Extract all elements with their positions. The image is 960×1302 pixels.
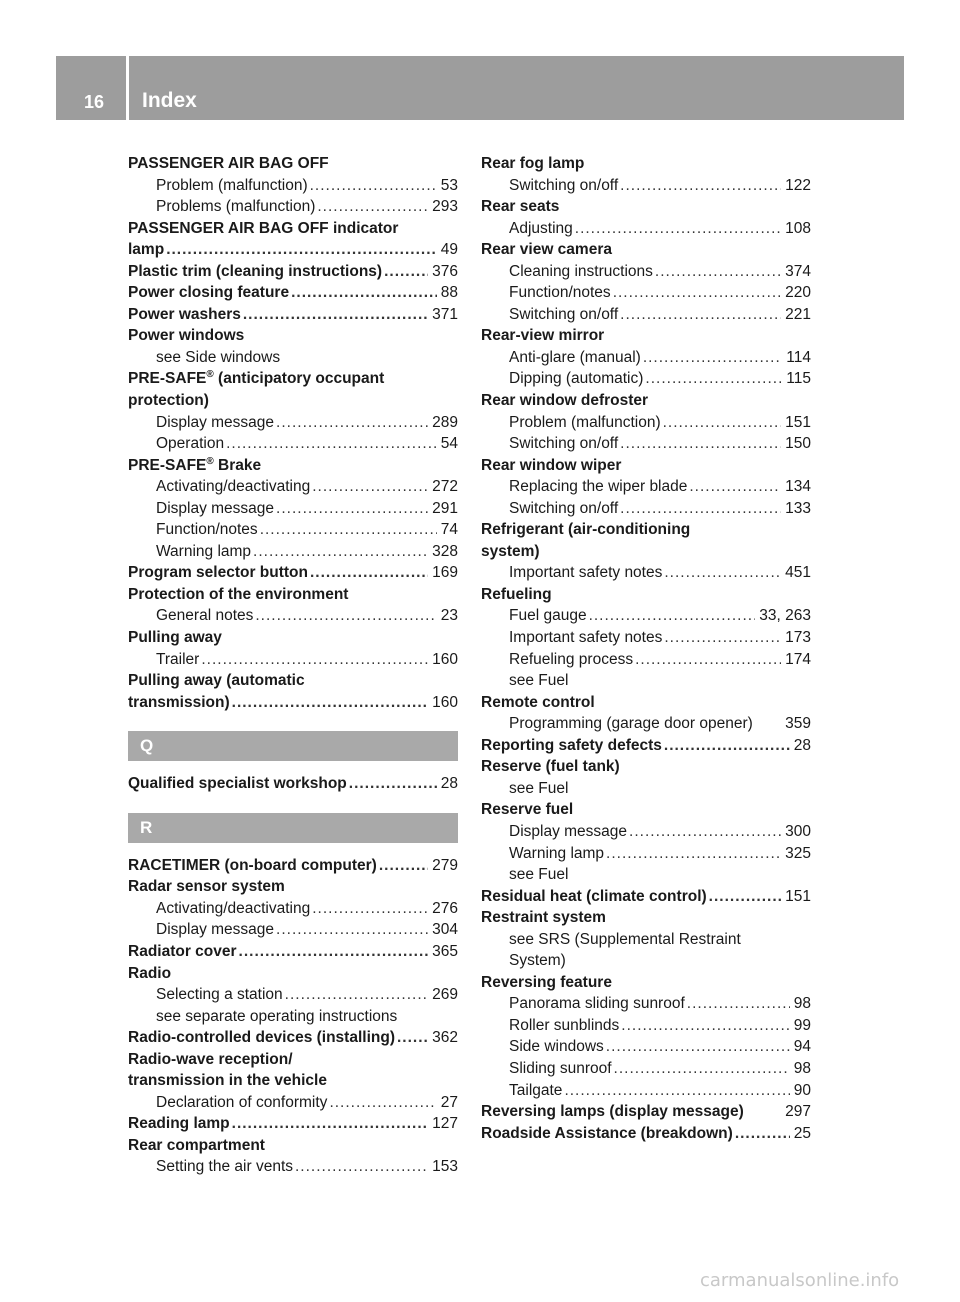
index-subentry — [128, 1092, 458, 1114]
page-reference[interactable]: 49 — [440, 241, 458, 259]
page-reference[interactable]: 289 — [432, 413, 458, 431]
index-entry — [128, 325, 458, 347]
entry-text: Display message — [509, 822, 628, 840]
page-reference[interactable]: 150 — [785, 435, 811, 453]
index-entry — [128, 455, 458, 477]
page-reference[interactable]: 153 — [432, 1158, 458, 1176]
page-reference[interactable]: 276 — [432, 899, 458, 917]
entry-text: Roadside Assistance (breakdown) — [481, 1124, 733, 1142]
entry-text: Rear seats — [481, 198, 560, 216]
index-entry — [128, 1135, 458, 1157]
index-subentry — [481, 261, 811, 283]
leader-dots — [589, 605, 756, 627]
entry-text: PRE-SAFE® Brake — [128, 455, 262, 474]
index-entry — [481, 735, 811, 757]
index-subentry — [481, 605, 811, 627]
entry-text: Important safety notes — [509, 564, 663, 582]
entry-text: Sliding sunroof — [509, 1059, 612, 1077]
leader-dots — [655, 261, 781, 283]
entry-text: Declaration of conformity — [156, 1093, 328, 1111]
index-subentry — [128, 1006, 458, 1028]
leader-dots — [689, 476, 781, 498]
page-reference[interactable]: 451 — [785, 564, 811, 582]
index-entry — [128, 239, 458, 261]
entry-text: transmission in the vehicle — [128, 1072, 327, 1090]
page-reference[interactable]: 88 — [440, 284, 458, 302]
entry-text: Display message — [156, 413, 275, 431]
entry-text: Problems (malfunction) — [156, 198, 316, 216]
page-reference[interactable]: 220 — [785, 284, 811, 302]
page-reference[interactable]: 98 — [793, 1059, 811, 1077]
leader-dots — [620, 304, 781, 326]
leader-dots — [643, 347, 782, 369]
entry-text: Rear view camera — [481, 241, 612, 259]
leader-dots — [349, 773, 437, 795]
index-entry — [481, 692, 811, 714]
entry-text: Plastic trim (cleaning instructions) — [128, 262, 383, 280]
index-subentry — [481, 282, 811, 304]
entry-text: Refueling process — [509, 650, 634, 668]
leader-dots — [329, 1092, 436, 1114]
index-entry — [128, 153, 458, 175]
index-subentry — [481, 864, 811, 886]
index-entry — [128, 627, 458, 649]
page-reference[interactable]: 169 — [432, 564, 458, 582]
entry-text: Adjusting — [509, 219, 573, 237]
page-reference[interactable]: 134 — [785, 478, 811, 496]
entry-text: Important safety notes — [509, 629, 663, 647]
leader-dots — [664, 627, 781, 649]
page-reference[interactable]: 151 — [785, 887, 811, 905]
leader-dots — [232, 1113, 428, 1135]
index-subentry — [481, 1080, 811, 1102]
entry-text: Setting the air vents — [156, 1158, 293, 1176]
index-entry — [481, 196, 811, 218]
index-entry — [128, 670, 458, 692]
index-entry — [128, 1049, 458, 1071]
index-column-left — [128, 153, 458, 1178]
index-entry — [128, 941, 458, 963]
entry-text: Replacing the wiper blade — [509, 478, 688, 496]
index-subentry — [481, 627, 811, 649]
entry-text: Reserve fuel — [481, 801, 574, 819]
index-subentry — [128, 498, 458, 520]
leader-dots — [606, 1036, 790, 1058]
index-subentry — [128, 649, 458, 671]
entry-text: Switching on/off — [509, 499, 619, 517]
index-subentry — [128, 541, 458, 563]
entry-text: Fuel gauge — [509, 607, 587, 625]
index-entry — [481, 972, 811, 994]
index-subentry — [481, 218, 811, 240]
leader-dots — [384, 261, 428, 283]
index-subentry — [481, 347, 811, 369]
index-entry — [481, 541, 811, 563]
index-entry — [481, 799, 811, 821]
entry-text: Cleaning instructions — [509, 262, 653, 280]
leader-dots — [575, 218, 781, 240]
index-subentry — [481, 929, 811, 951]
index-subentry — [128, 347, 458, 369]
index-subentry — [481, 368, 811, 390]
index-entry — [481, 907, 811, 929]
entry-text: Activating/deactivating — [156, 899, 311, 917]
entry-text: System) — [509, 952, 566, 970]
index-subentry — [128, 984, 458, 1006]
index-entry — [481, 153, 811, 175]
leader-dots — [255, 605, 436, 627]
page-reference[interactable]: 365 — [432, 942, 458, 960]
entry-text: see Fuel — [509, 866, 569, 884]
entry-text: see Fuel — [509, 779, 569, 797]
page-reference[interactable]: 54 — [440, 435, 458, 453]
leader-dots — [663, 412, 782, 434]
leader-dots — [312, 476, 428, 498]
page-reference[interactable]: 269 — [432, 986, 458, 1004]
index-subentry — [128, 919, 458, 941]
index-subentry — [481, 649, 811, 671]
entry-text: Roller sunblinds — [509, 1016, 620, 1034]
index-entry — [128, 1027, 458, 1049]
entry-text: Rear-view mirror — [481, 327, 605, 345]
index-entry — [481, 1101, 811, 1123]
entry-text: Reporting safety defects — [481, 736, 662, 754]
page-reference[interactable]: 173 — [785, 629, 811, 647]
page-reference[interactable]: 90 — [793, 1081, 811, 1099]
entry-text: Radio-controlled devices (installing) — [128, 1029, 395, 1047]
index-subentry — [481, 950, 811, 972]
entry-text: Switching on/off — [509, 435, 619, 453]
entry-text: Residual heat (climate control) — [481, 887, 707, 905]
page-reference[interactable]: 297 — [785, 1103, 811, 1121]
entry-text: lamp — [128, 241, 165, 259]
leader-dots — [260, 519, 437, 541]
page-reference[interactable]: 300 — [785, 822, 811, 840]
index-subentry — [481, 993, 811, 1015]
entry-text: Reading lamp — [128, 1115, 230, 1133]
leader-dots — [645, 368, 782, 390]
index-subentry — [128, 433, 458, 455]
entry-text: PASSENGER AIR BAG OFF — [128, 155, 329, 172]
leader-dots — [709, 886, 781, 908]
entry-text: Remote control — [481, 693, 595, 711]
entry-text: Power windows — [128, 327, 245, 345]
page-reference[interactable]: 293 — [432, 198, 458, 216]
page-reference[interactable]: 304 — [432, 921, 458, 939]
page-reference[interactable]: 53 — [440, 176, 458, 194]
leader-dots — [312, 898, 428, 920]
entry-text: Rear fog lamp — [481, 155, 585, 172]
entry-text: Panorama sliding sunroof — [509, 995, 685, 1013]
page-reference[interactable]: 221 — [785, 305, 811, 323]
page-number: 16 — [84, 92, 105, 112]
entry-text: Radio — [128, 964, 172, 982]
page-reference[interactable]: 122 — [785, 176, 811, 194]
entry-text: Rear window wiper — [481, 456, 622, 474]
page-reference[interactable]: 359 — [785, 715, 811, 733]
index-entry — [128, 368, 458, 390]
page-reference[interactable]: 133 — [785, 499, 811, 517]
entry-text: see Fuel — [509, 672, 569, 690]
entry-text: Reserve (fuel tank) — [481, 758, 620, 776]
entry-text: Anti-glare (manual) — [509, 348, 641, 366]
entry-text: transmission) — [128, 693, 230, 711]
entry-text: see Side windows — [156, 348, 281, 366]
page-reference[interactable]: 25 — [793, 1124, 811, 1142]
entry-text: Selecting a station — [156, 986, 283, 1004]
index-subentry — [481, 175, 811, 197]
entry-text: Function/notes — [156, 521, 258, 539]
page-reference[interactable]: 98 — [793, 995, 811, 1013]
index-subentry — [481, 713, 811, 735]
leader-dots — [397, 1027, 428, 1049]
index-subentry — [128, 519, 458, 541]
leader-dots — [379, 855, 428, 877]
entry-text: see SRS (Supplemental Restraint — [509, 930, 741, 948]
index-entry — [481, 390, 811, 412]
index-entry — [128, 692, 458, 714]
index-subentry — [481, 843, 811, 865]
index-entry — [128, 304, 458, 326]
index-entry — [128, 963, 458, 985]
index-subentry — [481, 476, 811, 498]
page-reference[interactable]: 160 — [432, 693, 458, 711]
entry-text: Rear window defroster — [481, 392, 649, 410]
index-subentry — [481, 498, 811, 520]
leader-dots — [201, 649, 428, 671]
section-letter-q: Q — [128, 731, 458, 761]
entry-text: Side windows — [509, 1038, 604, 1056]
leader-dots — [735, 1123, 790, 1145]
entry-text: Refrigerant (air-conditioning — [481, 521, 691, 539]
index-subentry — [481, 1015, 811, 1037]
leader-dots — [613, 282, 781, 304]
index-entry — [481, 519, 811, 541]
entry-text: Tailgate — [509, 1081, 563, 1099]
entry-text: Display message — [156, 921, 275, 939]
leader-dots — [629, 821, 781, 843]
page-reference[interactable]: 291 — [432, 499, 458, 517]
index-subentry — [481, 304, 811, 326]
index-subentry — [128, 196, 458, 218]
page-reference[interactable]: 362 — [432, 1029, 458, 1047]
page-reference[interactable]: 151 — [785, 413, 811, 431]
entry-text: General notes — [156, 607, 254, 625]
entry-text: RACETIMER (on-board computer) — [128, 856, 377, 874]
entry-text: Programming (garage door opener) — [509, 715, 753, 733]
index-subentry — [481, 821, 811, 843]
index-subentry — [481, 562, 811, 584]
leader-dots — [620, 433, 781, 455]
index-subentry — [128, 1156, 458, 1178]
entry-text: Function/notes — [509, 284, 611, 302]
leader-dots — [310, 562, 428, 584]
leader-dots — [276, 498, 428, 520]
index-subentry — [481, 670, 811, 692]
page-reference[interactable]: 94 — [793, 1038, 811, 1056]
index-entry — [481, 584, 811, 606]
leader-dots — [276, 919, 428, 941]
page-reference[interactable]: 279 — [432, 856, 458, 874]
leader-dots — [239, 941, 429, 963]
entry-text: Protection of the environment — [128, 585, 349, 603]
index-subentry — [481, 778, 811, 800]
index-entry — [128, 1113, 458, 1135]
leader-dots — [253, 541, 428, 563]
index-entry — [481, 756, 811, 778]
entry-text: Activating/deactivating — [156, 478, 311, 496]
entry-text: PRE-SAFE® (anticipatory occupant — [128, 369, 385, 388]
page-reference[interactable]: 28 — [793, 736, 811, 754]
leader-dots — [291, 282, 437, 304]
section-letter-r: R — [128, 813, 458, 843]
page-header — [56, 56, 904, 120]
index-subentry — [481, 412, 811, 434]
entry-text: Problem (malfunction) — [156, 176, 308, 194]
page-reference[interactable]: 108 — [785, 219, 811, 237]
index-entry — [481, 455, 811, 477]
page-reference[interactable]: 115 — [786, 370, 811, 388]
entry-text: Pulling away (automatic — [128, 672, 305, 690]
leader-dots — [687, 993, 790, 1015]
index-subentry — [128, 605, 458, 627]
entry-text: Program selector button — [128, 564, 308, 582]
index-subentry — [128, 898, 458, 920]
index-column-right — [481, 153, 811, 1144]
entry-text: Radiator cover — [128, 942, 237, 960]
entry-text: Pulling away — [128, 629, 222, 647]
page-reference[interactable]: 374 — [785, 262, 811, 280]
index-subentry — [481, 1036, 811, 1058]
entry-text: Restraint system — [481, 909, 606, 927]
watermark: carmanualsonline.info — [700, 1270, 900, 1291]
entry-text: Warning lamp — [509, 844, 605, 862]
index-subentry — [481, 433, 811, 455]
leader-dots — [317, 196, 428, 218]
index-entry — [128, 282, 458, 304]
leader-dots — [232, 692, 428, 714]
page-reference[interactable]: 114 — [786, 348, 811, 366]
entry-text: Radio-wave reception/ — [128, 1050, 293, 1068]
entry-text: Power closing feature — [128, 284, 290, 302]
leader-dots — [620, 175, 781, 197]
page-reference[interactable]: 272 — [432, 478, 458, 496]
entry-text: Switching on/off — [509, 176, 619, 194]
leader-dots — [664, 735, 790, 757]
page-reference[interactable]: 325 — [785, 844, 811, 862]
index-subentry — [128, 476, 458, 498]
index-entry — [128, 773, 458, 795]
page-reference[interactable]: 99 — [793, 1016, 811, 1034]
entry-text: Dipping (automatic) — [509, 370, 644, 388]
entry-text: Qualified specialist workshop — [128, 775, 347, 793]
index-entry — [128, 261, 458, 283]
index-entry — [128, 584, 458, 606]
page-reference[interactable]: 174 — [785, 650, 811, 668]
page-reference[interactable]: 74 — [440, 521, 458, 539]
page-reference[interactable]: 371 — [432, 305, 458, 323]
leader-dots — [285, 984, 428, 1006]
entry-text: system) — [481, 542, 540, 560]
entry-text: Problem (malfunction) — [509, 413, 661, 431]
entry-text: Radar sensor system — [128, 878, 285, 896]
entry-text: Refueling — [481, 585, 552, 603]
index-entry — [481, 325, 811, 347]
page-reference[interactable]: 160 — [432, 650, 458, 668]
leader-dots — [606, 843, 781, 865]
index-entry — [128, 1070, 458, 1092]
page-reference[interactable]: 127 — [432, 1115, 458, 1133]
leader-dots — [243, 304, 428, 326]
index-entry — [128, 218, 458, 240]
entry-text: Trailer — [156, 650, 200, 668]
index-entry — [128, 562, 458, 584]
leader-dots — [664, 562, 781, 584]
page-reference[interactable]: 28 — [440, 775, 458, 793]
leader-dots — [310, 175, 437, 197]
index-subentry — [128, 175, 458, 197]
entry-text: see separate operating instructions — [156, 1007, 398, 1025]
page-title: Index — [142, 89, 197, 112]
entry-text: Display message — [156, 499, 275, 517]
entry-text: Operation — [156, 435, 225, 453]
leader-dots — [166, 239, 437, 261]
entry-text: Power washers — [128, 305, 241, 323]
entry-text: protection) — [128, 392, 209, 410]
index-entry — [128, 855, 458, 877]
page-reference[interactable]: 33, 263 — [759, 607, 811, 625]
index-entry — [481, 239, 811, 261]
index-entry — [128, 876, 458, 898]
leader-dots — [614, 1058, 790, 1080]
index-subentry — [128, 412, 458, 434]
leader-dots — [564, 1080, 789, 1102]
leader-dots — [621, 1015, 789, 1037]
page-reference[interactable]: 23 — [440, 607, 458, 625]
leader-dots — [226, 433, 437, 455]
header-divider — [126, 56, 129, 120]
page-reference[interactable]: 376 — [432, 262, 458, 280]
leader-dots — [276, 412, 428, 434]
entry-text: Reversing feature — [481, 973, 612, 991]
index-entry — [481, 1123, 811, 1145]
entry-text: Reversing lamps (display message) — [481, 1103, 744, 1121]
entry-text: Warning lamp — [156, 542, 252, 560]
index-entry — [481, 886, 811, 908]
page-reference[interactable]: 27 — [440, 1093, 458, 1111]
entry-text: Rear compartment — [128, 1136, 265, 1154]
index-entry — [128, 390, 458, 412]
index-subentry — [481, 1058, 811, 1080]
page-reference[interactable]: 328 — [432, 542, 458, 560]
entry-text: Switching on/off — [509, 305, 619, 323]
leader-dots — [635, 649, 781, 671]
entry-text: PASSENGER AIR BAG OFF indicator — [128, 219, 399, 237]
leader-dots — [620, 498, 781, 520]
leader-dots — [295, 1156, 428, 1178]
